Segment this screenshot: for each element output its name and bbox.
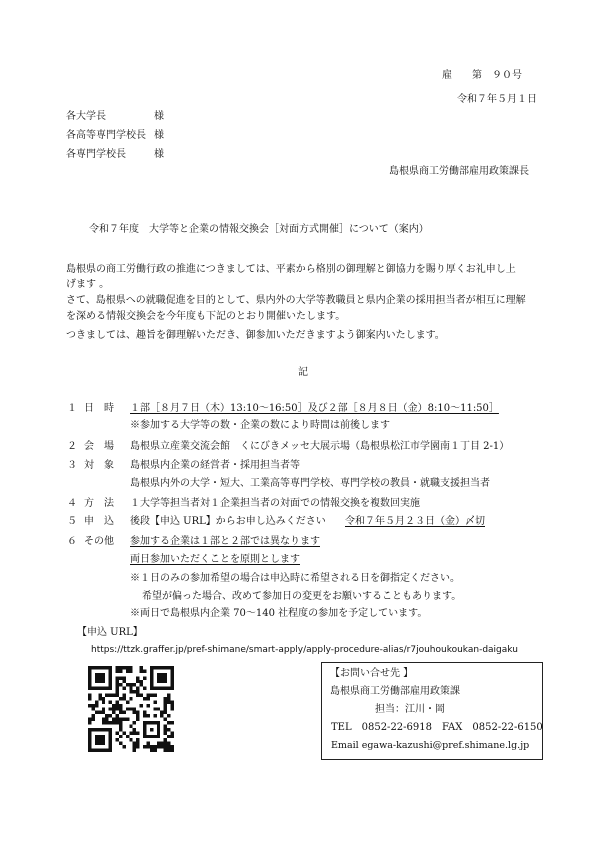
body-paragraph-2: さて、島根県への就職促進を目的として、県内外の大学等教職員と県内企業の採用担当者が相互に理解 [66, 295, 526, 306]
ki-heading: 記 [298, 367, 308, 378]
addressee-honorific: 様 [154, 130, 164, 141]
item-venue-text: 島根県立産業交流会館 くにびきメッセ大展示場（島根県松江市学園南１丁目 2-1） [130, 441, 510, 452]
item-datetime-text: １部［８月７日（木）13:10～16:50］及び２部［８月８日（金）8:10～11:50］ [130, 403, 499, 414]
item-label-other: その他 [84, 536, 114, 547]
contact-email: Email egawa-kazushi@pref.shimane.lg.jp [331, 740, 530, 751]
item-label-apply: 申 込 [84, 516, 114, 527]
item-number: １ [67, 403, 77, 414]
item-method-text: １大学等担当者対１企業担当者の対面での情報交換を複数回実施 [130, 498, 420, 509]
item-number: ３ [67, 460, 77, 471]
qr-code-icon[interactable] [88, 666, 174, 752]
item-label-method: 方 法 [84, 498, 114, 509]
item-number: ６ [67, 536, 77, 547]
body-paragraph-1: 島根県の商工労働行政の推進につきましては、平素から格別の御理解と御協力を賜り厚くお礼申し上 [66, 264, 516, 275]
item-apply-text: 後段【申込 URL】からお申し込みください [130, 516, 326, 527]
item-number: ２ [67, 441, 77, 452]
item-apply-deadline: 令和７年５月２３日（金）〆切 [345, 516, 485, 527]
sender: 島根県商工労働部雇用政策課長 [389, 166, 529, 177]
item-target-text-2: 島根県内外の大学・短大、工業高等専門学校、専門学校の教員・就職支援担当者 [130, 478, 490, 489]
item-other-line-3: ※１日のみの参加希望の場合は申込時に希望される日を御指定ください。 [130, 573, 460, 584]
body-paragraph-2-cont: を深める情報交換会を今年度も下記のとおり開催いたします。 [66, 311, 346, 322]
item-other-line-2: 両日参加いただくことを原則とします [130, 554, 300, 565]
document-title: 令和７年度 大学等と企業の情報交換会［対面方式開催］について（案内） [89, 224, 429, 235]
item-other-line-1: 参加する企業は１部と２部では異なります [130, 536, 320, 547]
item-label-venue: 会 場 [84, 441, 114, 452]
item-label-datetime: 日 時 [84, 403, 114, 414]
body-paragraph-3: つきましては、趣旨を御理解いただき、御参加いただきますよう御案内いたします。 [66, 330, 445, 341]
contact-heading: 【お問い合せ先 】 [330, 668, 414, 679]
addressee-vocational-school: 各専門学校長 [66, 149, 126, 160]
item-number: ５ [67, 516, 77, 527]
addressee-honorific: 様 [154, 111, 164, 122]
item-other-line-5: ※両日で島根県内企業 70～140 社程度の参加を予定しています。 [130, 608, 428, 619]
addressee-honorific: 様 [154, 149, 164, 160]
document-number: 雇 第 ９０号 [442, 70, 522, 81]
addressee-university: 各大学長 [66, 111, 106, 122]
addressee-technical-college: 各高等専門学校長 [66, 130, 146, 141]
application-url-link[interactable]: https://ttzk.graffer.jp/pref-shimane/smart-apply/apply-procedure-alias/r7jouhoukoukan-daigaku [91, 645, 518, 655]
item-number: ４ [67, 498, 77, 509]
item-target-text-1: 島根県内企業の経営者・採用担当者等 [130, 460, 300, 471]
url-label: 【申込 URL】 [77, 627, 143, 638]
issue-date: 令和７年５月１日 [457, 94, 537, 105]
contact-org: 島根県商工労働部雇用政策課 [330, 686, 460, 697]
body-paragraph-1-cont: げます 。 [66, 279, 110, 290]
contact-person: 担当：江川・岡 [375, 704, 445, 715]
item-datetime-note: ※参加する大学等の数・企業の数により時間は前後します [130, 420, 390, 431]
contact-phone: TEL 0852-22-6918 FAX 0852-22-6150 [331, 722, 543, 733]
item-label-target: 対 象 [84, 460, 114, 471]
item-other-line-4: 希望が偏った場合、改めて参加日の変更をお願いすることもあります。 [142, 591, 462, 602]
